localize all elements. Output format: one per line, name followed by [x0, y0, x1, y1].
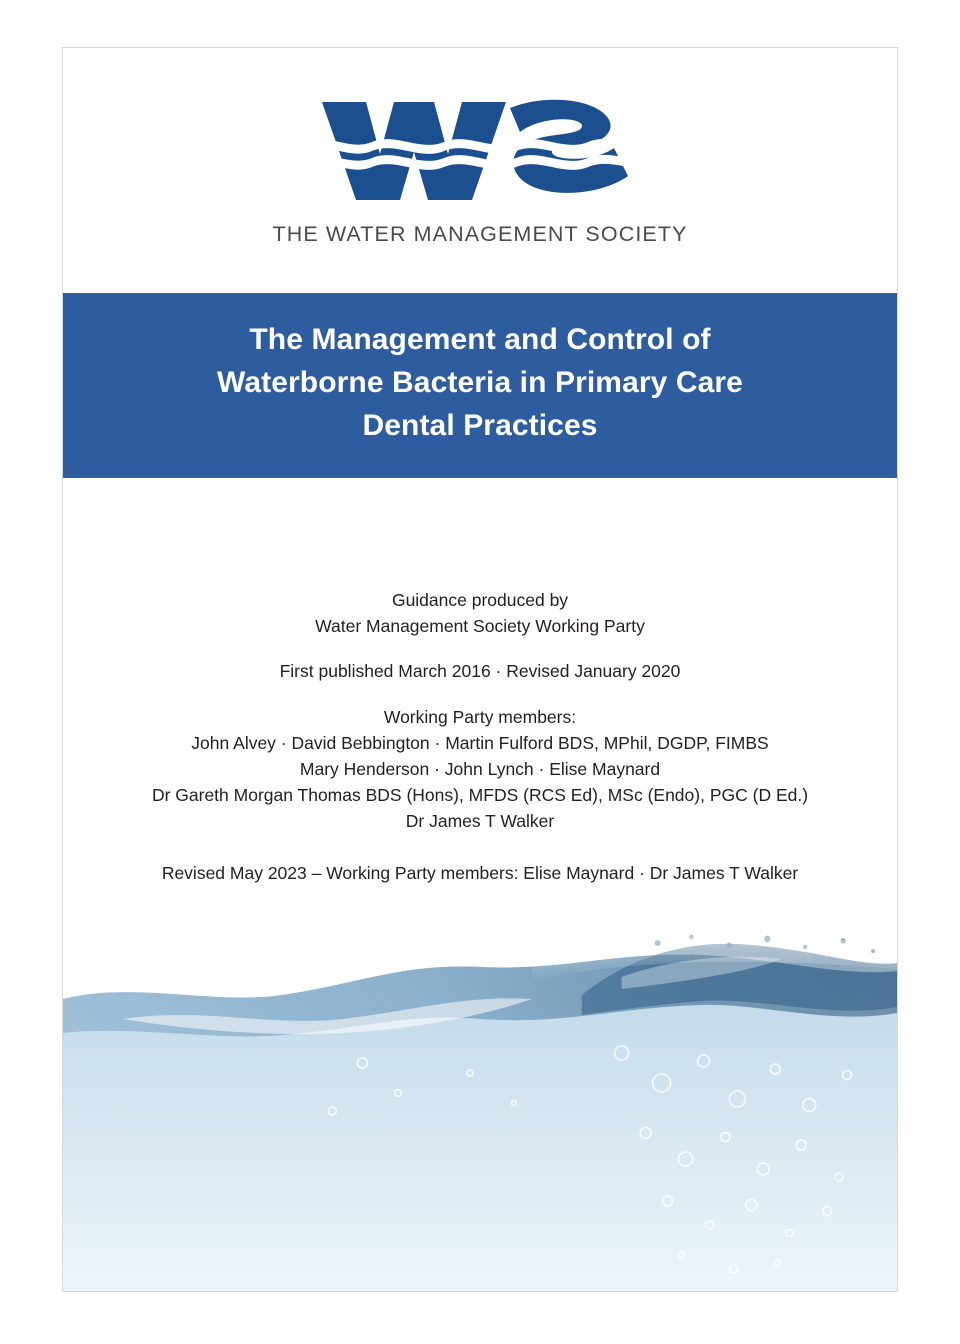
page-title-line-2: Waterborne Bacteria in Primary Care [217, 365, 743, 399]
working-party-members [93, 705, 867, 834]
publication-dates: First published March 2016 · Revised January 2020 [279, 661, 681, 682]
logo-caption: THE WATER MANAGEMENT SOCIETY [272, 222, 688, 246]
spacer [93, 639, 867, 659]
produced-by-line-1: Guidance produced by [391, 589, 569, 610]
members-heading: Working Party members: [383, 707, 577, 728]
title-band [63, 293, 897, 478]
credits-block [63, 588, 897, 887]
spacer [93, 835, 867, 861]
members-line-3: Dr Gareth Morgan Thomas BDS (Hons), MFDS (RCS Ed), MSc (Endo), PGC (D Ed.) [151, 785, 809, 806]
members-line-1: John Alvey · David Bebbington · Martin Fulford BDS, MPhil, DGDP, FIMBS [191, 733, 769, 754]
members-line-4: Dr James T Walker [405, 810, 555, 831]
produced-by-group [93, 588, 867, 640]
logo-block [63, 48, 897, 293]
produced-by-line-2: Water Management Society Working Party [315, 615, 645, 636]
cover-page [62, 47, 898, 1292]
spacer [93, 685, 867, 705]
page-title-line-1: The Management and Control of [249, 323, 711, 356]
wms-wave-logo-icon [300, 96, 660, 206]
members-line-2: Mary Henderson · John Lynch · Elise Maynard [299, 759, 661, 780]
page-title-line-3: Dental Practices [362, 408, 598, 442]
water-surface-photo [63, 933, 897, 1291]
revision-note: Revised May 2023 – Working Party members: Elise Maynard · Dr James T Walker [161, 862, 799, 883]
